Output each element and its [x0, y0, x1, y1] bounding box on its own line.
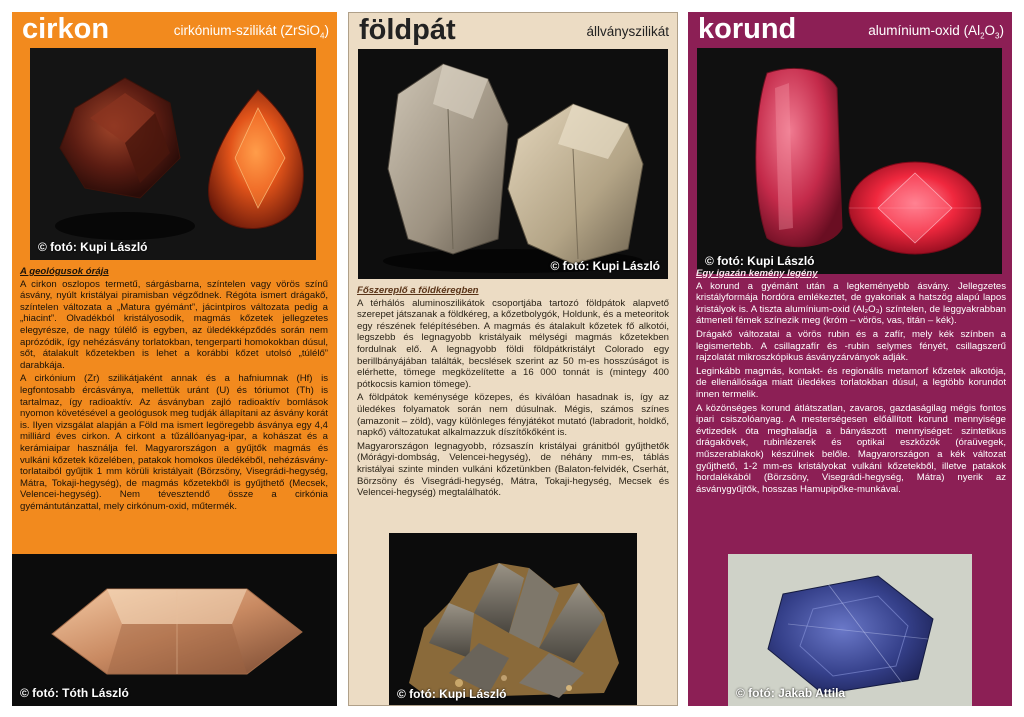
cirkon-crystal-photo: [12, 554, 337, 706]
card-subtitle: alumínium-oxid $(Al_2O_3)$: [868, 23, 1004, 41]
foldpat-twins-photo: [358, 49, 668, 279]
photo-credit: © fotó: Kupi László: [705, 254, 815, 268]
foldpat-article: [357, 285, 669, 501]
foldpat-cluster-image: [389, 533, 637, 706]
cirkon-crystals-image: [30, 48, 316, 260]
cirkon-card: [12, 12, 337, 706]
photo-credit: © fotó: Kupi László: [38, 240, 148, 254]
article-paragraph: A korund a gyémánt után a legkeményebb ásvány. Jellegzetes kristályformája hordóra emlékeztet, de gyakoriak a hatszög alapú lapos kristályok is. A tiszta alumínium-oxid (Al₂O₃) színtelen, de leggyakrabban átmeneti fémek színezik meg (króm – vörös, vas, titán – kék).: [696, 280, 1006, 327]
cirkon-crystals-photo: [30, 48, 316, 260]
photo-credit: © fotó: Tóth László: [20, 686, 129, 700]
card-title: földpát: [359, 14, 456, 46]
card-header: [12, 12, 337, 50]
foldpat-card: [348, 12, 678, 706]
article-heading: Főszereplő a földkéregben: [357, 285, 479, 296]
card-title: cirkon: [22, 13, 110, 45]
foldpat-twins-image: [358, 49, 668, 279]
card-title: korund: [698, 13, 797, 45]
korund-card: [688, 12, 1012, 706]
korund-ruby-photo: [697, 48, 1002, 274]
korund-article: [696, 268, 1006, 497]
korund-sapphire-image: [728, 554, 972, 706]
card-header: [688, 12, 1012, 50]
article-paragraph: A cirkónium (Zr) szilikátjaként annak és a hafniumnak (Hf) is legfontosabb ércásványa, mellettük uránt (U) és tóriumot (Th) is tartalmaz, így radioaktív. Az ásványban zajló radioaktív bomlások nyomon követésével a geológusok meg tudják állapítani az ásvány korát is. Ilyen vizsgálat alapján a Föld ma ismert legöregebb ásványa egy 4,4 milliárd éves cirkon. A cirkont a tűzállóanyag-ipar, a kohászat és a kerámiaipar használja fel. Magyarországon a gyűjtők magmás és vulkáni kőzetek közelében, patakok homokos üledékéből, nehézásvány-torlataiból gyűjtik 1 mm körüli kristályait (Börzsöny, Visegrádi-hegység, Mátra, Tokaji-hegység), de magmás kőzetekből is gyűjthető (Mecsek, Velencei-hegység). Nem tévesztendő össze a cirkónia gyémántutánzattal, mely cirkónum-oxid, műtermék.: [20, 373, 328, 512]
article-heading: A geológusok órája: [20, 266, 109, 277]
article-paragraph: Drágakő változatai a vörös rubin és a zafír, mely kék színben a legismertebb. A csillagzafír és -rubin selymes fényét, csillagszerű rajzolatát mikroszkópikus ásványzárványok adják.: [696, 328, 1006, 364]
card-header: [349, 13, 677, 51]
korund-ruby-image: [697, 48, 1002, 274]
article-paragraph: A térhálós aluminoszilikátok csoportjába tartozó földpátok alapvető szerepet játszanak a földkéreg, a kőzetbolygók, Holdunk, és a meteoritok egy részének felépítésében. A magmás és átalakult kőzetek fő alkotói, legszebb és legnagyobb kristályaik mélységi magmás kőzetekben fordulnak elő. A legnagyobb földi földpátkristályt Colorado egy berillbányájában találták, becslések szerint az 50 m-es hosszúságot is elérhette, tömege megközelítette a 16 000 tonnát is (mintegy 400 pótkocsis kamion tömege).: [357, 297, 669, 390]
article-heading: Egy igazán kemény legény: [696, 268, 818, 279]
cirkon-article: [20, 266, 328, 514]
card-subtitle: cirkónium-szilikát (ZrSiO$_4$): [173, 23, 329, 41]
article-paragraph: A közönséges korund átlátszatlan, zavaros, gazdaságilag mégis fontos ipari csiszolóanyag. A mesterségesen előállított korund mennyisége évtizedek óta meghaladja a bányászott mennyiséget: szintetikus drágakövek, rubinlézerek és optikai eszközök (óraüvegek, műszerablakok) készülnek belőle. Magyarországon a kék változat gyűjthető, 1-2 mm-es kristályokat vulkáni kőzetekből, illetve patakok hordalékából (Börzsöny, Visegrádi-hegység, Mátra) nyerik az ásványgyűjtők, hosszas Hamupipőke-munkával.: [696, 402, 1006, 495]
article-paragraph: Magyarországon legnagyobb, rózsaszín kristályai gránitból gyűjthetők (Mórágyi-dombság, Velencei-hegység), de néhány mm-es, táblás kristályai szinte minden vulkáni kőzetünkben (Balaton-felvidék, Cserhát, Börzsöny és Visegrádi-hegység, Mátra, Tokaji-hegység, Mecsek és Velencei-hegység) megtalálhatók.: [357, 440, 669, 499]
foldpat-cluster-photo: [389, 533, 637, 706]
photo-credit: © fotó: Kupi László: [550, 259, 660, 273]
card-subtitle: állványszilikát: [586, 24, 669, 39]
korund-sapphire-photo: [728, 554, 972, 706]
article-paragraph: Leginkább magmás, kontakt- és regionális metamorf kőzetek alkotója, de ellenállósága miatt üledékes torlatokban dúsul, a legtöbb korundot innen termelik.: [696, 365, 1006, 400]
cirkon-crystal-image: [12, 554, 337, 706]
article-paragraph: A földpátok keménysége közepes, és kiválóan hasadnak is, így az üledékes folyamatok során nem dúsulnak. Mégis, számos színes (amazonit – zöld), vagy különleges fényjátékot mutató (labradorit, holdkő, napkő) változatukat alkalmazzuk díszítőkőként is.: [357, 392, 669, 439]
photo-credit: © fotó: Kupi László: [397, 687, 507, 701]
article-paragraph: A cirkon oszlopos termetű, sárgásbarna, színtelen vagy vörös színű ásvány, nyúlt kristályai piramisban végződnek. Régóta ismert drágakő, színtelen változata a „Matura gyémánt”, jácintpiros változata pedig a „hiacint”. Olvadékból kristályosodik, magmás kőzetek jellegzetes elegyrésze, de nagy túlélő is egyben, az üledékképződés során nem aprózódik, így nehézásvány torlatokban, tengerparti homokokban dúsul, sőt, átalakult kőzetekben is lehet a korábbi kőzet utolsó „túlélő” darabkája.: [20, 278, 328, 371]
photo-credit: © fotó: Jakab Attila: [736, 686, 846, 700]
